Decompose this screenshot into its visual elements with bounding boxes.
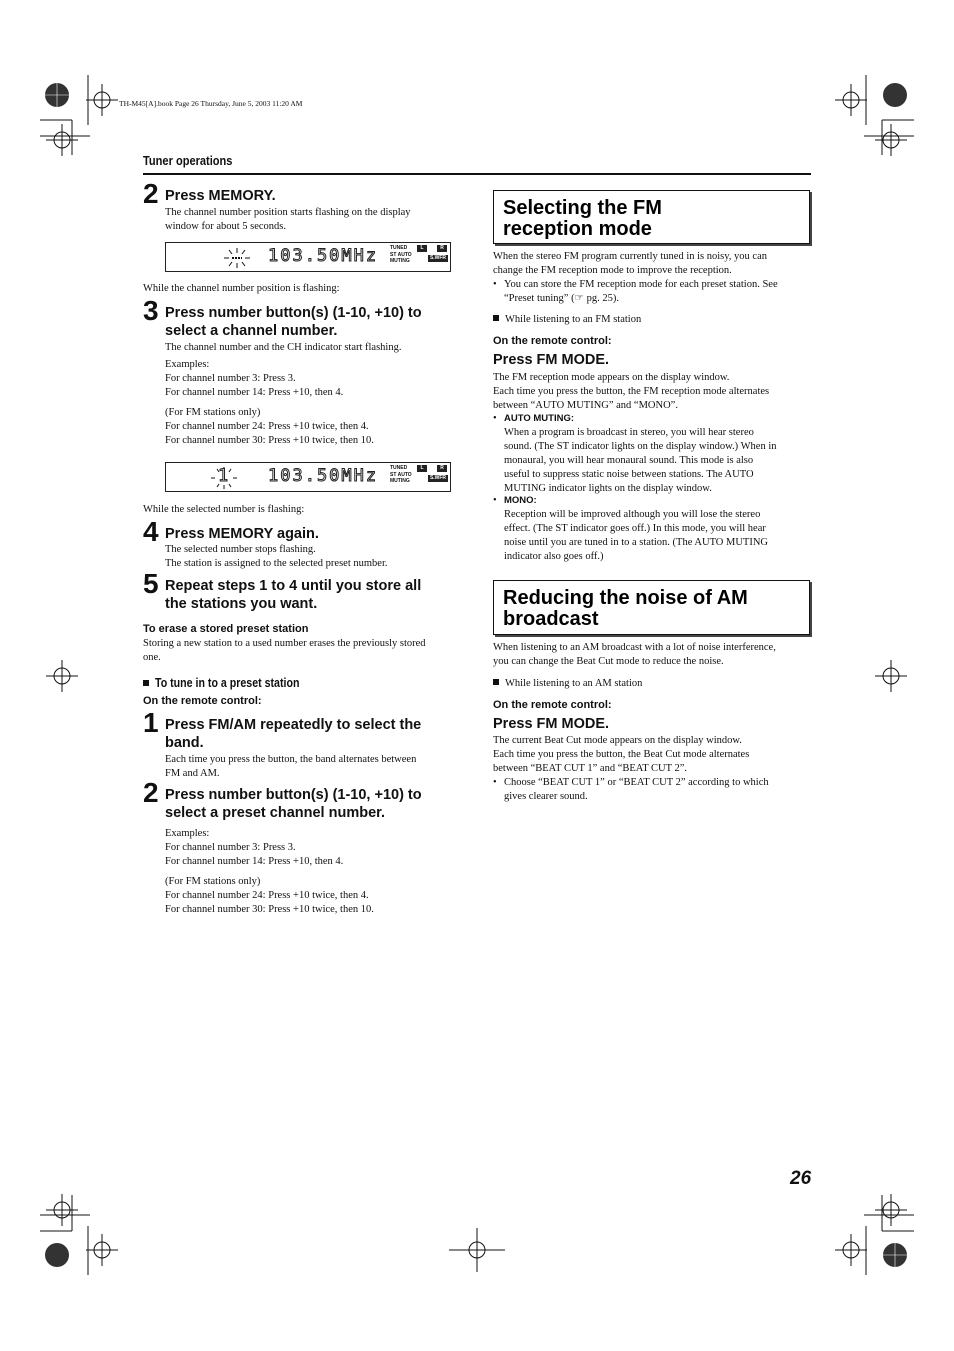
display-2-tuned: TUNED: [390, 465, 408, 471]
display-2-frequency: 103.50MHz: [268, 466, 379, 486]
am-section-title-box: [493, 580, 810, 635]
am-intro: When listening to an AM broadcast with a lot of noise interference, you can change the Beat Cut mode to reduce the noise.: [493, 642, 776, 667]
square-bullet-icon: [493, 315, 499, 321]
display-2-l: L: [417, 465, 427, 472]
step-3-number: 3: [143, 295, 159, 326]
tune-step-2-title: Press number button(s) (1-10, +10) to select a preset channel number.: [165, 787, 422, 821]
display-2-st-auto: ST AUTO: [390, 472, 412, 478]
display-window-2: [165, 462, 451, 492]
tune-step-1-title: Press FM/AM repeatedly to select the band.: [165, 717, 422, 751]
erase-desc: Storing a new station to a used number erases the previously stored one.: [143, 638, 426, 663]
am-section-title: Reducing the noise of AM broadcast: [503, 587, 748, 630]
mono-item: • MONO: Reception will be improved although you will lose the stereo effect. (The ST indicator goes off.) In this mode, you will hear noise until you are tuned in to a station. (The AUTO MUTING indicator also goes off.): [493, 495, 769, 562]
tune-preset-heading: To tune in to a preset station: [143, 674, 325, 692]
display-2-r: R: [437, 465, 447, 472]
display-1-l: L: [417, 245, 427, 252]
fm-while-listening: While listening to an FM station: [493, 313, 641, 327]
fm-section-title-box: [493, 190, 810, 244]
am-remote-label: On the remote control:: [493, 699, 612, 711]
display-1-st-auto: ST AUTO: [390, 252, 412, 258]
display-1-muting: MUTING: [390, 258, 410, 264]
step-3-examples: Examples: For channel number 3: Press 3. For channel number 14: Press +10, then 4. (For FM stations only) For channel number 24: Press +10 twice, then 4. For channel number 30: Press +10 twice, then 10.: [165, 359, 374, 446]
step-4-number: 4: [143, 516, 159, 547]
am-mode-desc: The current Beat Cut mode appears on the display window. Each time you press the button, the Beat Cut mode alternates between “BEAT CUT 1” and “BEAT CUT 2”.: [493, 735, 750, 774]
display-window-1: [165, 242, 451, 272]
step-5-number: 5: [143, 568, 159, 599]
flash-icon: [221, 246, 253, 270]
am-press-fm-mode: Press FM MODE.: [493, 716, 610, 732]
display-1-r: R: [437, 245, 447, 252]
am-while-listening: While listening to an AM station: [493, 677, 642, 691]
display-2-muting: MUTING: [390, 478, 410, 484]
display-1-swfr: S.WFR: [429, 255, 447, 261]
file-header: TH-M45[A].book Page 26 Thursday, June 5, 2003 11:20 AM: [119, 99, 303, 108]
auto-muting-item: • AUTO MUTING: When a program is broadcast in stereo, you will hear stereo sound. (The ST indicator lights on the display window.) When in monaural, you will hear monaural sound. This mode is also useful to suppress static noise between stations. The AUTO MUTING indicator lights on the display window.: [493, 413, 777, 494]
square-bullet-icon: [493, 679, 499, 685]
fm-mode-desc: The FM reception mode appears on the display window. Each time you press the button, the FM reception mode alternates between “AUTO MUTING” and “MONO”.: [493, 372, 770, 411]
header-rule: [143, 173, 811, 175]
fm-intro: When the stereo FM program currently tuned in is noisy, you can change the FM reception mode to improve the reception.: [493, 251, 768, 276]
remote-label: On the remote control:: [143, 695, 262, 707]
step-2-number: 2: [143, 178, 159, 209]
step-3-desc: The channel number and the CH indicator start flashing.: [165, 342, 402, 353]
tune-step-1-desc: Each time you press the button, the band alternates between FM and AM.: [165, 754, 417, 779]
page-number: 26: [790, 1168, 812, 1189]
tune-step-2-number: 2: [143, 777, 159, 808]
step-3-title: Press number button(s) (1-10, +10) to select a channel number.: [165, 305, 422, 339]
display-1-caption: While the channel number position is flashing:: [143, 283, 340, 294]
display-1-frequency: 103.50MHz: [268, 246, 379, 266]
square-bullet-icon: [143, 680, 149, 686]
step-5-title: Repeat steps 1 to 4 until you store all the stations you want.: [165, 578, 422, 612]
am-note: • Choose “BEAT CUT 1” or “BEAT CUT 2” according to which gives clearer sound.: [493, 777, 769, 802]
fm-press-fm-mode: Press FM MODE.: [493, 352, 610, 368]
display-2-swfr: S.WFR: [429, 475, 447, 481]
display-1-tuned: TUNED: [390, 245, 408, 251]
display-2-caption: While the selected number is flashing:: [143, 504, 305, 515]
fm-remote-label: On the remote control:: [493, 335, 612, 347]
step-4-desc: The selected number stops flashing. The station is assigned to the selected preset number.: [165, 544, 388, 569]
fm-section-title: Selecting the FM reception mode: [503, 197, 662, 240]
step-2-desc: The channel number position starts flashing on the display window for about 5 seconds.: [165, 207, 411, 232]
fm-note: • You can store the FM reception mode for each preset station. See “Preset tuning” (☞ pg. 25).: [493, 279, 778, 304]
erase-title: To erase a stored preset station: [143, 623, 309, 635]
tune-step-2-examples: Examples: For channel number 3: Press 3. For channel number 14: Press +10, then 4. (For FM stations only) For channel number 24: Press +10 twice, then 4. For channel number 30: Press +10 twice, then 10.: [165, 828, 374, 915]
display-2-channel: 1: [218, 466, 231, 486]
step-4-title: Press MEMORY again.: [165, 526, 319, 542]
tune-step-1-number: 1: [143, 707, 159, 738]
section-header: Tuner operations: [143, 153, 233, 168]
step-2-title: Press MEMORY.: [165, 188, 276, 204]
